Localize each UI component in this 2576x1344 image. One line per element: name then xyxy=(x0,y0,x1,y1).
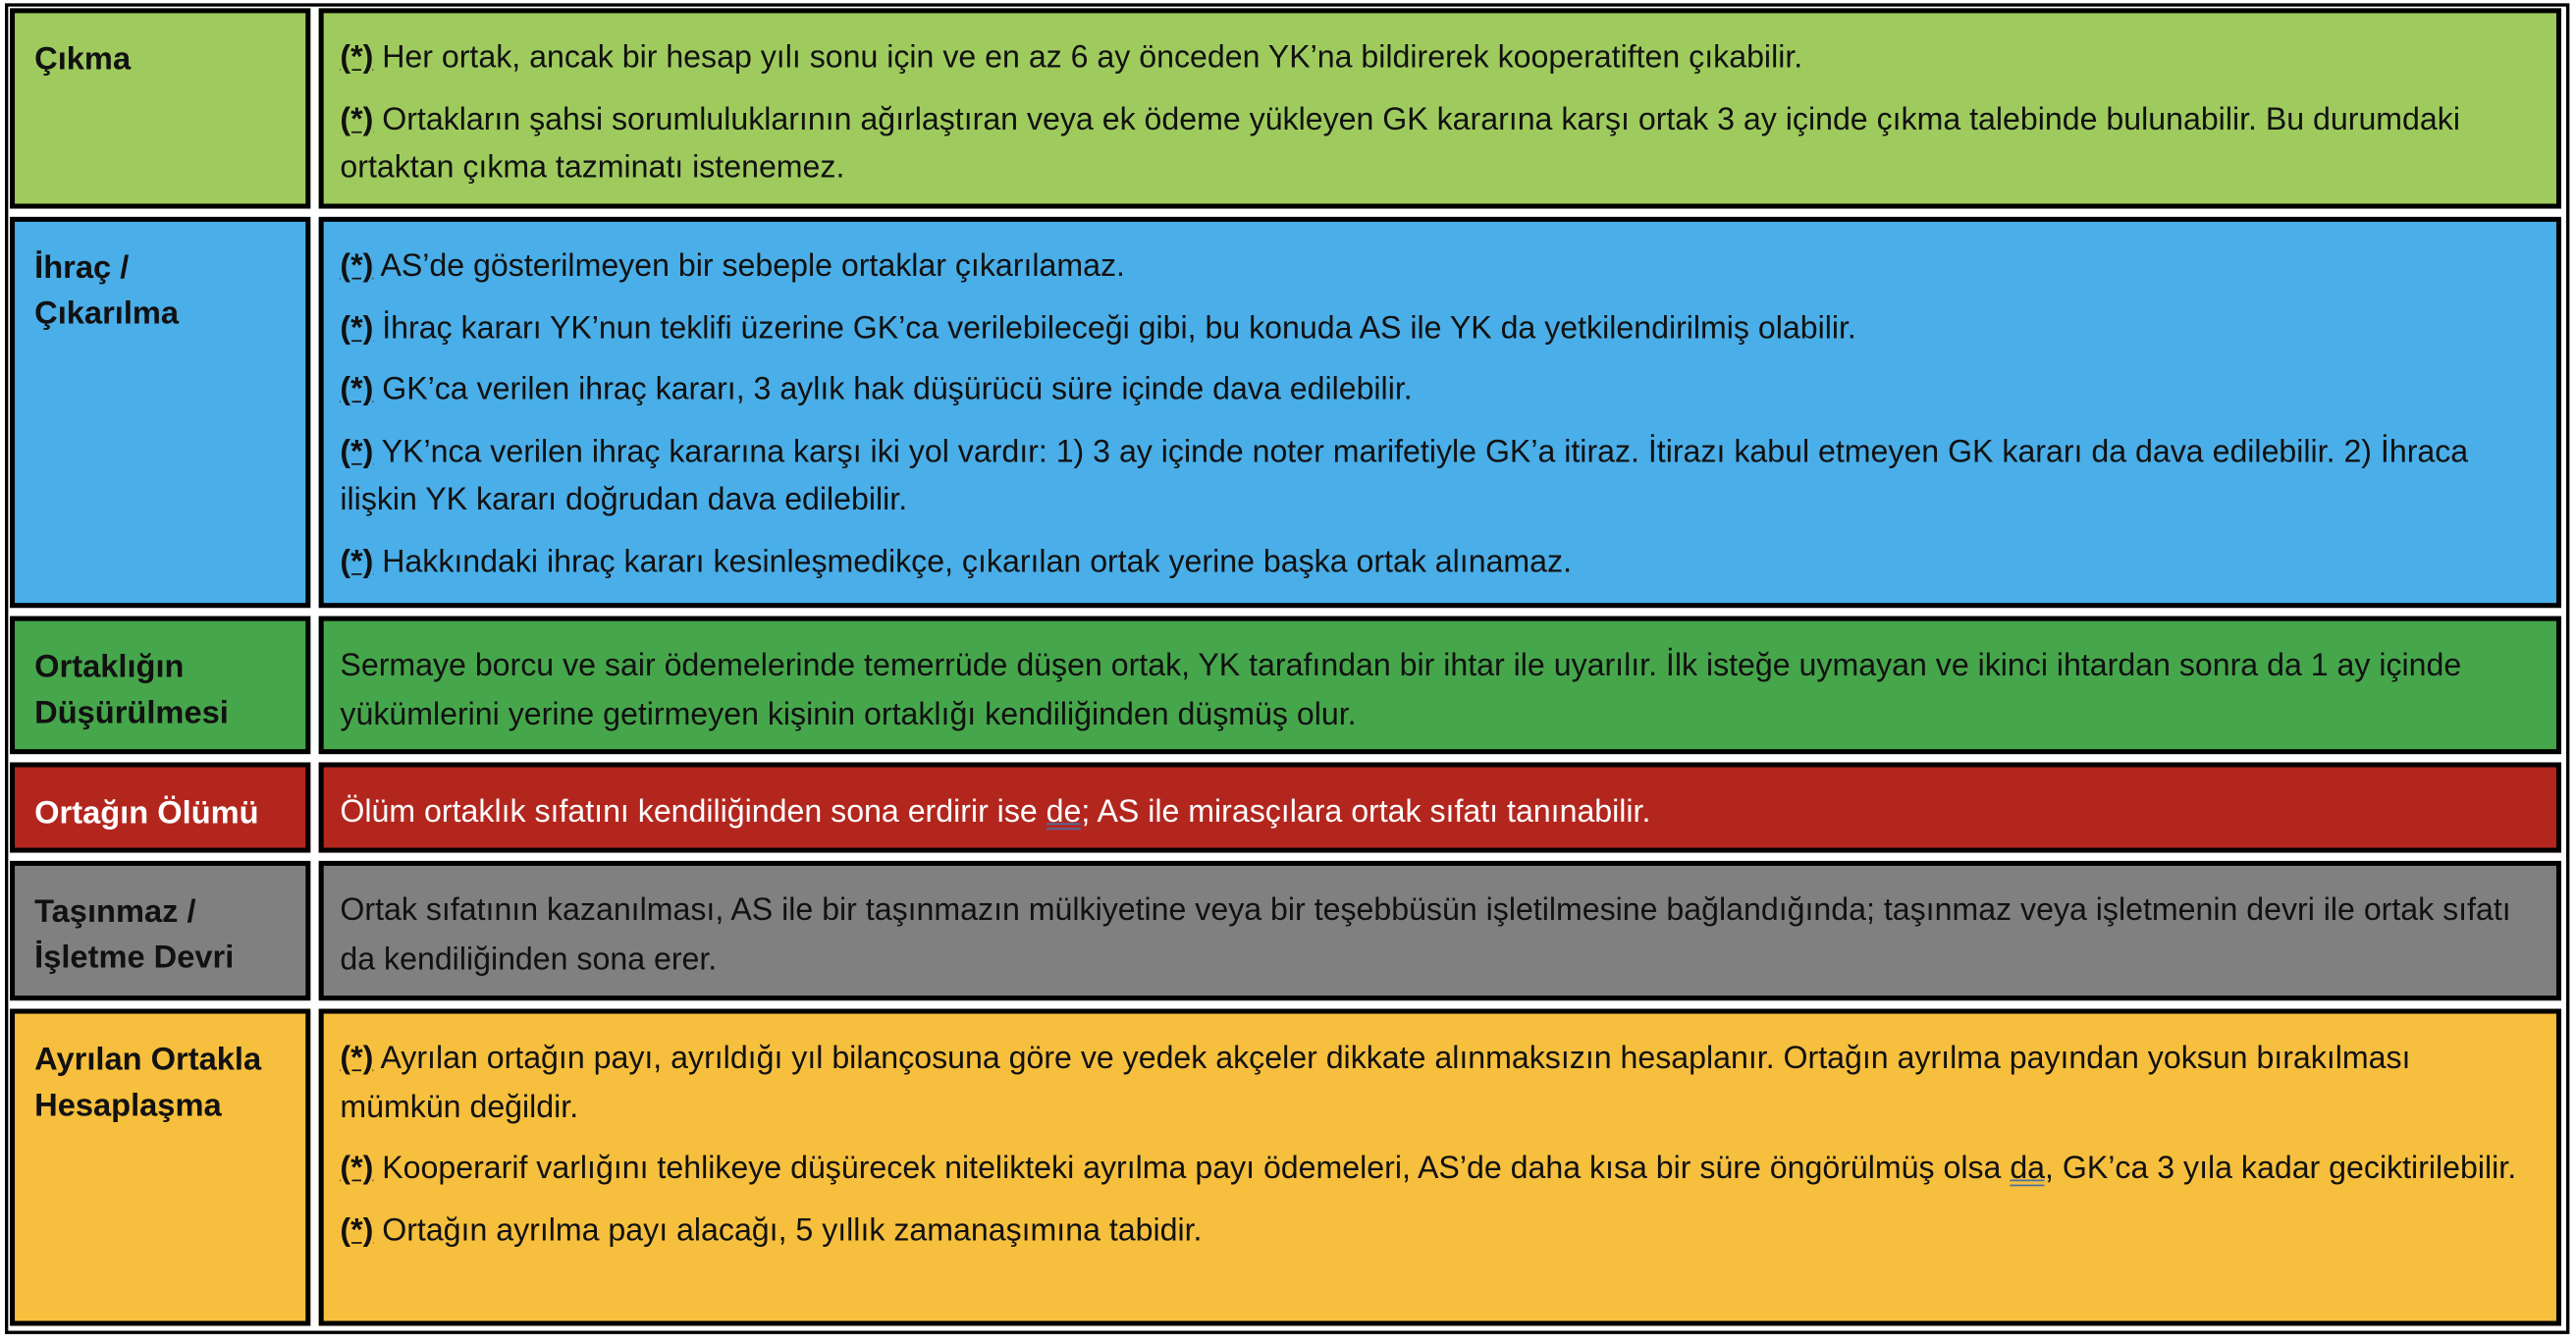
paragraph xyxy=(340,366,2536,414)
asterisk-marker: (*) xyxy=(340,1041,374,1077)
asterisk-marker: (*) xyxy=(340,544,374,579)
asterisk-marker: (*) xyxy=(340,249,374,285)
paragraph-text: Ortağın ayrılma payı alacağı, 5 yıllık zamanaşımına tabidir. xyxy=(373,1212,1203,1249)
row-cikma xyxy=(10,8,2561,208)
paragraph-text: İhraç kararı YK’nun teklifi üzerine GK’ca verilebileceği gibi, bu konuda AS ile YK da yetkilendirilmiş olabilir. xyxy=(373,311,1856,347)
paragraph xyxy=(340,96,2536,193)
asterisk-marker: (*) xyxy=(340,1212,374,1249)
paragraph xyxy=(340,1207,2536,1255)
row-content xyxy=(319,8,2561,208)
paragraph-text: YK’nca verilen ihraç kararına karşı iki yol vardır: 1) 3 ay içinde noter marifetiyle GK’a itiraz. İtirazı kabul etmeyen GK kararı da dava edilebilir. 2) İhraca ilişkin YK kararı doğrudan dava edilebilir. xyxy=(340,434,2469,518)
asterisk-marker: (*) xyxy=(340,372,374,408)
emphasis-text: de; xyxy=(1046,794,1091,831)
paragraph-text: GK’ca verilen ihraç kararı, 3 aylık hak düşürücü süre içinde dava edilebilir. xyxy=(373,372,1413,408)
label-line: İhraç / xyxy=(34,249,130,287)
row-content xyxy=(319,1009,2561,1326)
row-content xyxy=(319,861,2561,1000)
paragraph-text: Her ortak, ancak bir hesap yılı sonu için ve en az 6 ay önceden YK’na bildirerek kooperatiften çıkabilir. xyxy=(373,40,1803,76)
asterisk-marker: (*) xyxy=(340,1152,374,1187)
row-content xyxy=(319,617,2561,755)
emphasis-text: da, xyxy=(2010,1152,2054,1187)
row-ihrac xyxy=(10,217,2561,608)
paragraph-text: Ayrılan ortağın payı, ayrıldığı yıl bilançosuna göre ve yedek akçeler dikkate alınmaksızın hesaplanır. Ortağın ayrılma payından yoksun bırakılması mümkün değildir. xyxy=(340,1041,2411,1125)
label-line: Ortağın Ölümü xyxy=(34,794,259,832)
label-line: Ortaklığın xyxy=(34,649,185,685)
paragraph xyxy=(340,788,2536,836)
row-label xyxy=(10,763,310,853)
label-line: Düşürülmesi xyxy=(34,694,229,731)
row-label xyxy=(10,217,310,608)
paragraph-text: GK’ca 3 yıla kadar geciktirilebilir. xyxy=(2053,1152,2517,1187)
label-line: Taşınmaz / xyxy=(34,893,196,931)
row-content xyxy=(319,763,2561,853)
paragraph xyxy=(340,304,2536,352)
paragraph: Ortak sıfatının kazanılması, AS ile bir taşınmazın mülkiyetine veya bir teşebbüsün işletilmesine bağlandığında; taşınmaz veya işletmenin devri ile ortak sıfatı da kendiliğinden sona erer. xyxy=(340,893,2511,977)
paragraph-text: AS’de gösterilmeyen bir sebeple ortaklar çıkarılamaz. xyxy=(373,249,1125,285)
asterisk-marker: (*) xyxy=(340,102,374,137)
paragraph-text: Kooperarif varlığını tehlikeye düşürecek nitelikteki ayrılma payı ödemeleri, AS’de daha kısa bir süre öngörülmüş olsa xyxy=(373,1152,2011,1187)
asterisk-marker: (*) xyxy=(340,311,374,347)
row-label xyxy=(10,8,310,208)
paragraph xyxy=(340,538,2536,586)
label-line: Ayrılan Ortakla xyxy=(34,1041,262,1078)
label-line: Çıkma xyxy=(34,40,132,78)
paragraph-text: Ortakların şahsi sorumluluklarının ağırlaştıran veya ek ödeme yükleyen GK kararına karşı ortak 3 ay içinde çıkma talebinde bulunabilir. Bu durumdaki ortaktan çıkma tazminatı istenemez. xyxy=(340,102,2460,187)
paragraph: Sermaye borcu ve sair ödemelerinde temerrüde düşen ortak, YK tarafından bir ihtar ile uyarılır. İlk isteğe uymayan ve ikinci ihtardan sonra da 1 ay içinde yükümlerini yerine getirmeyen kişinin ortaklığı kendiliğinden düşmüş olur. xyxy=(340,649,2462,732)
paragraph-text: Hakkındaki ihraç kararı kesinleşmedikçe, çıkarılan ortak yerine başka ortak alınamaz. xyxy=(373,544,1573,579)
row-hesaplasma xyxy=(10,1009,2561,1326)
label-line: İşletme Devri xyxy=(34,940,235,977)
row-label xyxy=(10,1009,310,1326)
label-line: Çıkarılma xyxy=(34,296,180,333)
row-dusurulme xyxy=(10,617,2561,755)
paragraph xyxy=(340,243,2536,292)
asterisk-marker: (*) xyxy=(340,434,374,469)
row-label xyxy=(10,617,310,755)
asterisk-marker: (*) xyxy=(340,40,374,76)
row-content xyxy=(319,217,2561,608)
paragraph-text: AS ile mirasçılara ortak sıfatı tanınabilir. xyxy=(1090,794,1651,831)
paragraph xyxy=(340,1035,2536,1132)
label-line: Hesaplaşma xyxy=(34,1087,222,1124)
row-devir xyxy=(10,861,2561,1000)
paragraph xyxy=(340,428,2536,525)
paragraph xyxy=(340,1145,2536,1193)
row-label xyxy=(10,861,310,1000)
paragraph-text: Ölüm ortaklık sıfatını kendiliğinden sona erdirir ise xyxy=(340,794,1046,831)
paragraph xyxy=(340,34,2536,82)
row-olum xyxy=(10,763,2561,853)
